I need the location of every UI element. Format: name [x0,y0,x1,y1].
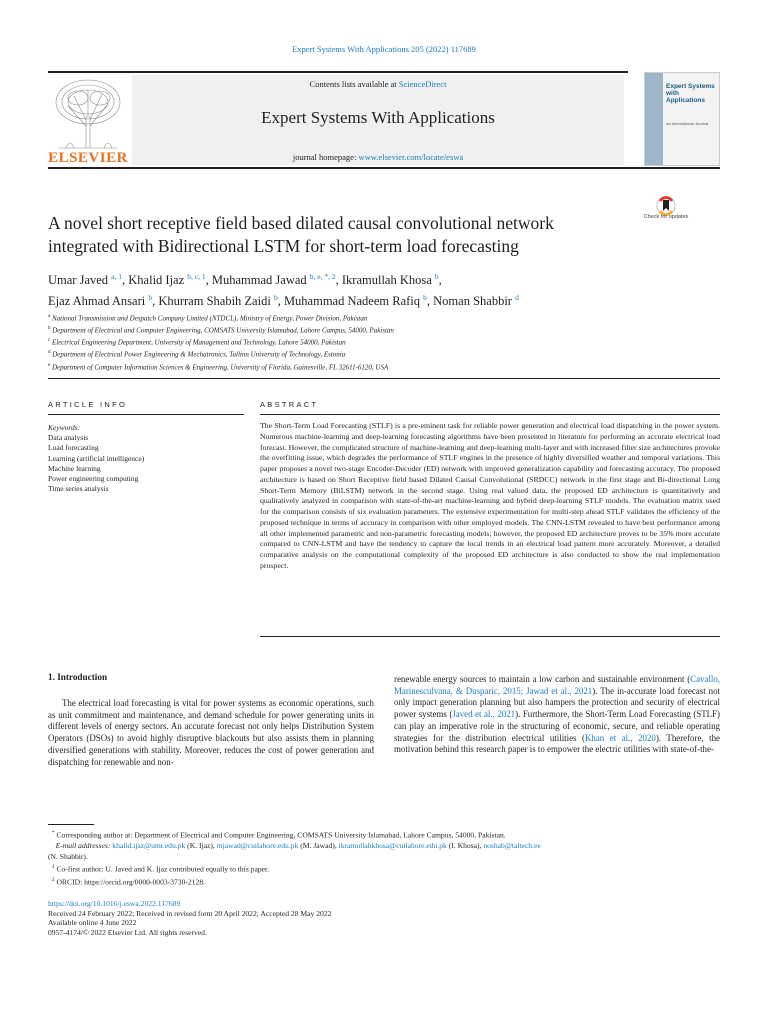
publisher-name: ELSEVIER [48,150,128,166]
journal-title: Expert Systems With Applications [261,108,495,127]
abstract-heading: ABSTRACT [260,400,319,409]
email-link[interactable]: mjawad@cuilahore.edu.pk [216,841,299,851]
footnotes [48,828,720,888]
copyright: 0957-4174/© 2022 Elsevier Ltd. All rights reserved. [48,927,207,937]
footnote-1: $^1$ Co-first author: U. Javed and K. Ijaz contributed equally to this paper. [51,864,270,874]
article-title: A novel short receptive field based dilated causal convolutional network integrated with Bidirectional LSTM for short-term load forecasting [48,213,554,256]
keyword: Load forecasting [48,443,99,453]
keywords-list [48,423,244,494]
footnote-rule [48,824,94,825]
keyword: Data analysis [48,433,89,443]
footnote-2: $^2$ ORCID: https://orcid.org/0000-0003-3730-2128. [51,877,206,887]
keyword: Power engineering computing [48,474,139,484]
keyword: Learning (artificial intelligence) [48,453,145,463]
affiliation: $^e$ Department of Computer Information Sciences & Engineering, University of Florida, Gainesville, FL 32611-6120, USA [48,362,389,371]
cover-subtitle: An International Journal [666,121,709,126]
authors-line-1: Umar Javed $^{a, 1}$, Khalid Ijaz $^{b, c, 1}$, Muhammad Jawad $^{b, e, *, 2}$, Ikramullah Khosa $^b$, [48,272,442,288]
email-tail: (N. Shabbir). [48,851,88,861]
homepage-line: journal homepage: www.elsevier.com/locate/eswa [292,152,464,162]
keyword: Machine learning [48,463,101,473]
author-name[interactable]: Ejaz Ahmad Ansari [48,294,146,309]
email-link[interactable]: khalid.ijaz@umt.edu.pk [112,841,186,851]
affiliation: $^c$ Electrical Engineering Department, University of Management and Technology, Lahore 54000, Pakistan [48,338,346,347]
author-name[interactable]: Umar Javed [48,273,109,288]
header-bottom-rule [48,167,720,169]
author-name[interactable]: Muhammad Nadeem Rafiq [283,294,421,309]
corresponding-author-note: * Corresponding author at: Department of Electrical and Computer Engineering, COMSATS University Islamabad, Lahore Campus, 54000, Pakistan. [51,830,506,840]
divider [260,636,720,637]
divider [260,414,720,415]
available-online: Available online 4 June 2022 [48,918,137,928]
article-info-heading: ARTICLE INFO [48,400,128,409]
divider [48,414,244,415]
author-name[interactable]: Khalid Ijaz [128,273,185,288]
cover-band [645,73,663,165]
citation-link[interactable]: Khan et al., 2020 [584,732,656,743]
journal-cover [644,72,720,166]
intro-left-column: The electrical load forecasting is vital for power systems as economic operations, such as unit commitment and maintenance, and demand schedule for power generating units in different levels of energy sectors. An accurate forecast not only helps Distribution System Operators (DSOs) to avoid highly disruptive blackouts but also assists them in planning diversified generations with stability. Moreover, reduces the cost of power generation and dispatching for renewable and non- [48,698,374,767]
author-name[interactable]: Khurram Shabih Zaidi [158,294,271,309]
keywords-label: Keywords: [48,423,81,432]
email-addresses: E-mail addresses: khalid.ijaz@umt.edu.pk (K. Ijaz), mjawad@cuilahore.edu.pk (M. Jawad), ikramullahkhosa@cuilahore.edu.pk (I. Khosa), noshab@taltech.ee [55,841,541,851]
author-list [48,268,720,310]
divider [48,378,720,379]
intro-right-column: renewable energy sources to maintain a low carbon and sustainable environment (Cavallo, Marinesculvana, & Dusparic, 2015; Jawad et al., 2021). The in-accurate load forecast not only impact generation planning but also hampers the protection and security of electrical power systems (Javed et al., 2021). Furthermore, the Short-Term Load Forecasting (STLF) can play an imperative role in the structuring of economic, secure, and reliable operating strategies for the distribution electrical utilities (Khan et al., 2020). Therefore, the motivation behind this research paper is to empower the electric utilities with state-of-the- [394,674,721,755]
affiliation: $^a$ National Transmission and Despatch Company Limited (NTDCL), Ministry of Energy, Power Division, Pakistan [48,314,368,323]
publication-info [48,899,720,937]
section-heading: 1. Introduction [48,672,108,682]
affiliation: $^d$ Department of Electrical Power Engineering & Mechatronics, Tallinn University of Technology, Estonia [48,350,346,359]
authors-line-2: Ejaz Ahmad Ansari $^b$, Khurram Shabih Zaidi $^b$, Muhammad Nadeem Rafiq $^b$, Noman Shabbir $^d$ [48,293,519,309]
author-name[interactable]: Ikramullah Khosa [341,273,432,288]
received-dates: Received 24 February 2022; Received in revised form 20 April 2022; Accepted 28 May 2022 [48,908,332,918]
journal-reference[interactable]: Expert Systems With Applications 205 (2022) 117689 [292,44,476,54]
email-link[interactable]: ikramullahkhosa@cuilahore.edu.pk [338,841,447,851]
check-updates-icon [648,196,684,216]
citation-link[interactable]: Javed et al., 2021 [452,709,516,720]
abstract-text: The Short-Term Load Forecasting (STLF) is a pre-eminent task for reliable power generation and electrical load dispatching in the power system. Numerous machine-learning and deep-learning forecasting algorithms have been presented in literature for performing an accurate electrical load forecast. However, the complicated structure of machine-learning and deep-learning multi-layer and with increased filter size architectures provoke the overfitting issue, which degrades the performance of STLF engines in the presence of highly diversified weather and temporal variations. This paper proposes a novel two-stage Encoder-Decoder (ED) network with improved generalization capability and forecasting accuracy. The proposed architecture is based on Short Receptive field based Dilated Causal Convolutional (SRDCC) network in the first stage and Bi-directional Long Short-Term Memory (BiLSTM) network in the second stage. Using real valued data, the proposed ED architecture is quantitatively and qualitatively analyzed in comparison with state-of-the-art machine-learning and hybrid deep-learning STLF models. The evaluation matrix used for the comparison consists of six evaluation parameters. The extensive experimentation for multi-step ahead STLF validates the efficiency of the proposed technique in terms of accuracy in comparison with other employed models. The CNN-LSTM revealed to have best performance among all other implemented parametric and non-parametric forecasting models; however, the proposed ED architecture proves to be 35% more accurate compared to CNN-LSTM and have the tendency to capture the local trends in an electrical load pattern more accurately. Moreover, a detailed comparative analysis on the computational complexity of the proposed ED architecture is also conducted to show the real implementation prospect. [260,421,720,570]
citation-link[interactable]: Cavallo, Marinesculvana, & Dusparic, 2015; Jawad et al., 2021 [394,674,720,696]
author-name[interactable]: Muhammad Jawad [211,273,307,288]
contents-line: Contents lists available at ScienceDirect [309,79,447,89]
affiliations [48,312,720,373]
header-top-rule [48,71,628,73]
author-name[interactable]: Noman Shabbir [433,294,512,309]
keyword: Time series analysis [48,484,109,494]
check-updates-label[interactable]: Check for updates [643,214,689,220]
email-link[interactable]: noshab@taltech.ee [483,841,541,851]
cover-title: Expert Systems with Applications [666,83,715,104]
sciencedirect-link[interactable]: ScienceDirect [398,79,447,89]
doi-link[interactable]: https://doi.org/10.1016/j.eswa.2022.117689 [48,899,181,908]
homepage-link[interactable]: www.elsevier.com/locate/eswa [358,152,464,162]
affiliation: $^b$ Department of Electrical and Computer Engineering, COMSATS University Islamabad, Lahore Campus, 54000, Pakistan [48,326,394,335]
